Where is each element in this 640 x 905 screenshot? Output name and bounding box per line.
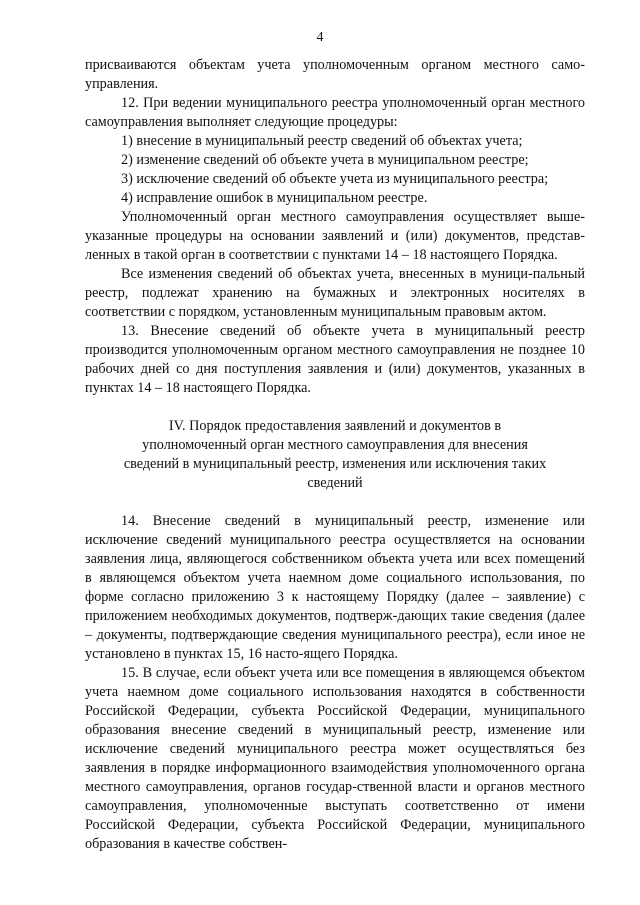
paragraph-continuation: присваиваются объектам учета уполномоченным органом местного само-управления. (85, 57, 585, 92)
paragraph-item-15: 15. В случае, если объект учета или все помещения в являющемся объектом учета наемном доме социального использования находятся в собственности Российской Федерации, субъекта Российской Федерации, муниципального образования внесение сведений в муниципальный реестр, изменение или исключение сведений муниципального реестра может осуществляться без заявления в порядке информационного взаимодействия уполномоченного органа местного самоуправления, органов государ-ственной власти и органов местного самоуправления, уполномоченные выступать соответственно от имени Российской Федерации, субъекта Российской Федерации, муниципального образования в качестве собствен- (85, 665, 585, 852)
section-heading-line: сведений (307, 475, 363, 491)
section-heading-line: сведений в муниципальный реестр, изменения или исключения таких (123, 456, 547, 472)
paragraph-item-13: 13. Внесение сведений об объекте учета в муниципальный реестр производится уполномоченным органом местного самоуправления не позднее 10 рабочих дней со дня поступления заявления и (или) документов, указанных в пунктах 14 – 18 настоящего Порядка. (85, 323, 585, 396)
procedure-list-item: 4) исправление ошибок в муниципальном реестре. (121, 190, 428, 206)
procedure-list-item: 1) внесение в муниципальный реестр сведений об объектах учета; (121, 133, 523, 149)
page-number: 4 (316, 30, 324, 45)
document-body (85, 56, 585, 854)
paragraph-item-14: 14. Внесение сведений в муниципальный реестр, изменение или исключение сведений муниципального реестра осуществляется на основании заявления лица, являющегося собственником объекта учета или всех помещений в являющемся объектом учета наемном доме социального использования, по форме согласно приложению 3 к настоящему Порядку (далее – заявление) с приложением необходимых документов, подтверж-дающих такие сведения (далее – документы, подтверждающие сведения муниципального реестра), если иное не установлено в пунктах 15, 16 насто-ящего Порядка. (85, 513, 585, 662)
procedure-list-item: 3) исключение сведений об объекте учета из муниципального реестра; (121, 171, 549, 187)
section-heading-line: уполномоченный орган местного самоуправления для внесения (142, 437, 528, 453)
procedure-list-item: 2) изменение сведений об объекте учета в муниципальном реестре; (121, 152, 529, 168)
paragraph-item-12: 12. При ведении муниципального реестра уполномоченный орган местного самоуправления выполняет следующие процедуры: (85, 95, 585, 130)
section-heading (105, 417, 565, 493)
paragraph-procedures-basis: Уполномоченный орган местного самоуправления осуществляет выше-указанные процедуры на основании заявлений и (или) документов, представ-ленных в такой орган в соответствии с пунктами 14 – 18 настоящего Порядка. (85, 209, 585, 263)
section-heading-line: IV. Порядок предоставления заявлений и документов в (168, 418, 502, 434)
paragraph-storage: Все изменения сведений об объектах учета, внесенных в муници-пальный реестр, подлежат хранению на бумажных и электронных носителях в соответствии с порядком, установленным муниципальным правовым актом. (85, 266, 585, 320)
